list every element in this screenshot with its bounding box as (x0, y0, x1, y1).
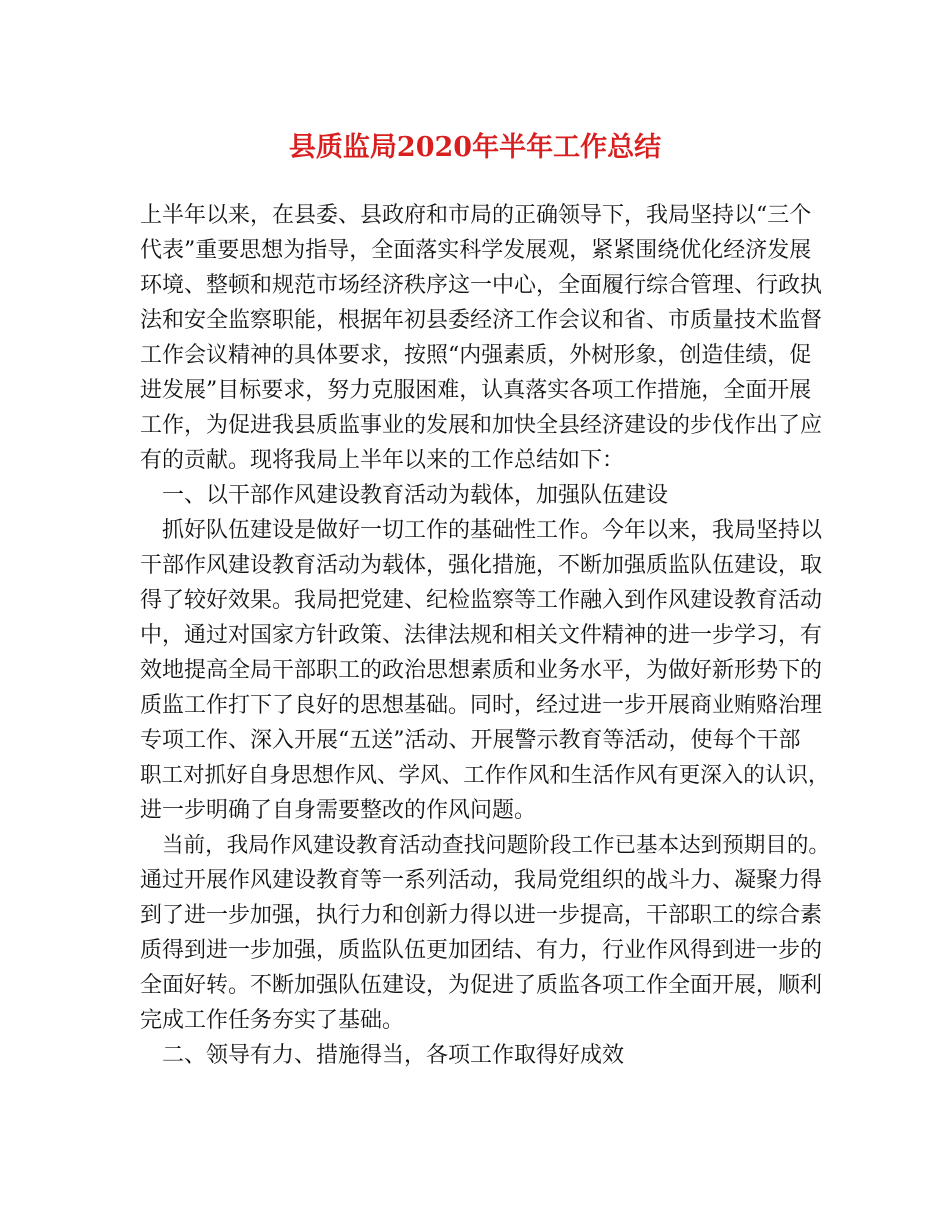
document-title: 县质监局2020年半年工作总结 (288, 132, 662, 163)
text-line: 完成工作任务夯实了基础。 (140, 1008, 405, 1033)
text-line: 工作，为促进我县质监事业的发展和加快全县经济建设的步伐作出了应 (140, 413, 823, 438)
text-line: 进一步明确了自身需要整改的作风问题。 (140, 798, 537, 823)
text-line: 当前，我局作风建设教育活动查找问题阶段工作已基本达到预期目的。 (162, 833, 830, 858)
text-line: 通过开展作风建设教育等一系列活动，我局党组织的战斗力、凝聚力得 (140, 868, 823, 893)
text-line: 得了较好效果。我局把党建、纪检监察等工作融入到作风建设教育活动 (140, 588, 823, 613)
text-line: 工作会议精神的具体要求，按照“内强素质，外树形象，创造佳绩，促 (140, 343, 812, 368)
text-line: 职工对抓好自身思想作风、学风、工作作风和生活作风有更深入的认识， (140, 763, 830, 788)
text-line: 中，通过对国家方针政策、法律法规和相关文件精神的进一步学习，有 (140, 623, 823, 648)
text-line: 代表”重要思想为指导，全面落实科学发展观，紧紧围绕优化经济发展 (140, 238, 812, 263)
text-line: 到了进一步加强，执行力和创新力得以进一步提高，干部职工的综合素 (140, 903, 823, 928)
text-line: 二、领导有力、措施得当，各项工作取得好成效 (162, 1043, 625, 1068)
text-line: 干部作风建设教育活动为载体，强化措施，不断加强质监队伍建设，取 (140, 553, 823, 578)
text-line: 环境、整顿和规范市场经济秩序这一中心，全面履行综合管理、行政执 (140, 273, 823, 298)
document-body (140, 198, 830, 1073)
text-line: 全面好转。不断加强队伍建设，为促进了质监各项工作全面开展，顺利 (140, 973, 823, 998)
text-line: 法和安全监察职能，根据年初县委经济工作会议和省、市质量技术监督 (140, 308, 823, 333)
text-line: 效地提高全局干部职工的政治思想素质和业务水平，为做好新形势下的 (140, 658, 823, 683)
text-line: 抓好队伍建设是做好一切工作的基础性工作。今年以来，我局坚持以 (162, 518, 823, 543)
text-line: 有的贡献。现将我局上半年以来的工作总结如下： (140, 448, 625, 473)
text-line: 质监工作打下了良好的思想基础。同时，经过进一步开展商业贿赂治理 (140, 693, 823, 718)
text-line: 质得到进一步加强，质监队伍更加团结、有力，行业作风得到进一步的 (140, 938, 823, 963)
text-line: 专项工作、深入开展“五送”活动、开展警示教育等活动，使每个干部 (140, 728, 801, 753)
text-line: 一、以干部作风建设教育活动为载体，加强队伍建设 (162, 483, 669, 508)
text-line: 上半年以来，在县委、县政府和市局的正确领导下，我局坚持以“三个 (140, 203, 812, 228)
text-line: 进发展”目标要求，努力克服困难，认真落实各项工作措施，全面开展 (140, 378, 812, 403)
